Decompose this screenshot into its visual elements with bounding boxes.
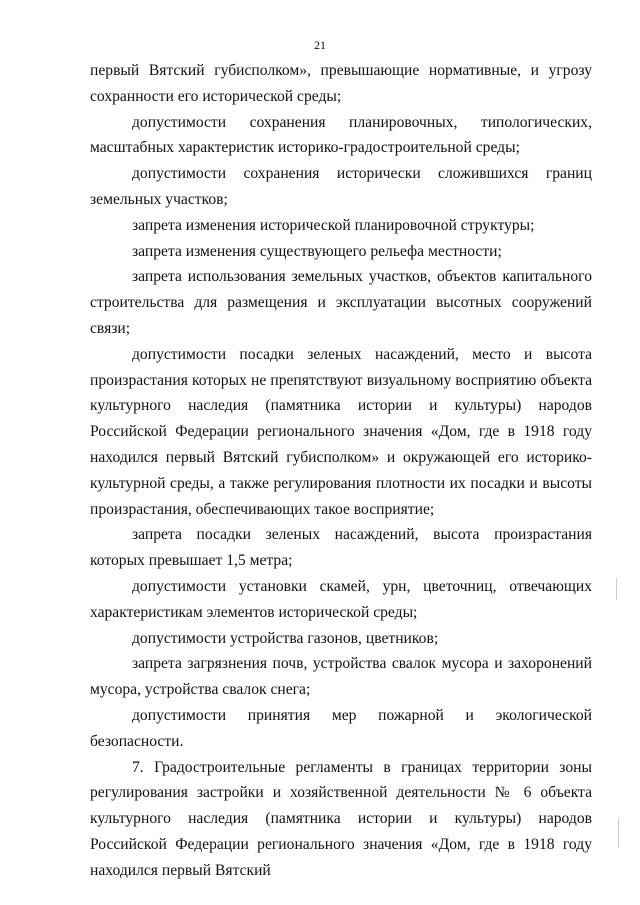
paragraph-continuation: первый Вятский губисполком», превышающие нормативные, и угрозу сохранности его исторической среды; [90,62,592,105]
paragraph-planning-structure: запрета изменения исторической планировочной структуры; [132,216,535,234]
paragraph-terrain: запрета изменения существующего рельефа местности; [132,242,502,260]
paragraph-benches-urns: допустимости установки скамей, урн, цветочниц, отвечающих характеристикам элементов исторической среды; [90,577,592,621]
page-number: 21 [314,38,326,52]
paragraph-green-planting-allowed: допустимости посадки зеленых насаждений, место и высота произрастания которых не препятствуют визуальному восприятию объекта культурного наследия (памятника истории и культуры) народов Российской Федерации регионального значения «Дом, где в 1918 году находился первый Вятский губисполком» и окружающей его историко-культурной среды, а также регулирования плотности их посадки и высоты произрастания, обеспечивающих такое восприятие; [90,345,592,518]
paragraph-green-planting-limit: запрета посадки зеленых насаждений, высота произрастания которых превышает 1,5 метра; [90,526,592,570]
paragraph-fire-safety: допустимости принятия мер пожарной и экологической безопасности. [90,706,592,750]
paragraph-lawns-flowerbeds: допустимости устройства газонов, цветников; [132,629,439,647]
scan-margin-mark [618,818,619,848]
paragraph-land-boundaries: допустимости сохранения исторически сложившихся границ земельных участков; [90,165,592,208]
paragraph-soil-pollution: запрета загрязнения почв, устройства свалок мусора и захоронений мусора, устройства свалок снега; [90,655,592,699]
paragraph-high-rise-communications: запрета использования земельных участков, объектов капитального строительства для размещения и эксплуатации высотных сооружений связи; [90,268,592,337]
document-body [90,58,592,884]
paragraph-section-7: 7. Градостроительные регламенты в границах территории зоны регулирования застройки и хозяйственной деятельности № 6 объекта культурного наследия (памятника истории и культуры) народов Российской Федерации регионального значения «Дом, где в 1918 году находился первый Вятский [90,758,592,879]
scan-margin-mark [616,578,617,600]
paragraph-planning-characteristics: допустимости сохранения планировочных, типологических, масштабных характеристик историко-градостроительной среды; [90,113,592,157]
